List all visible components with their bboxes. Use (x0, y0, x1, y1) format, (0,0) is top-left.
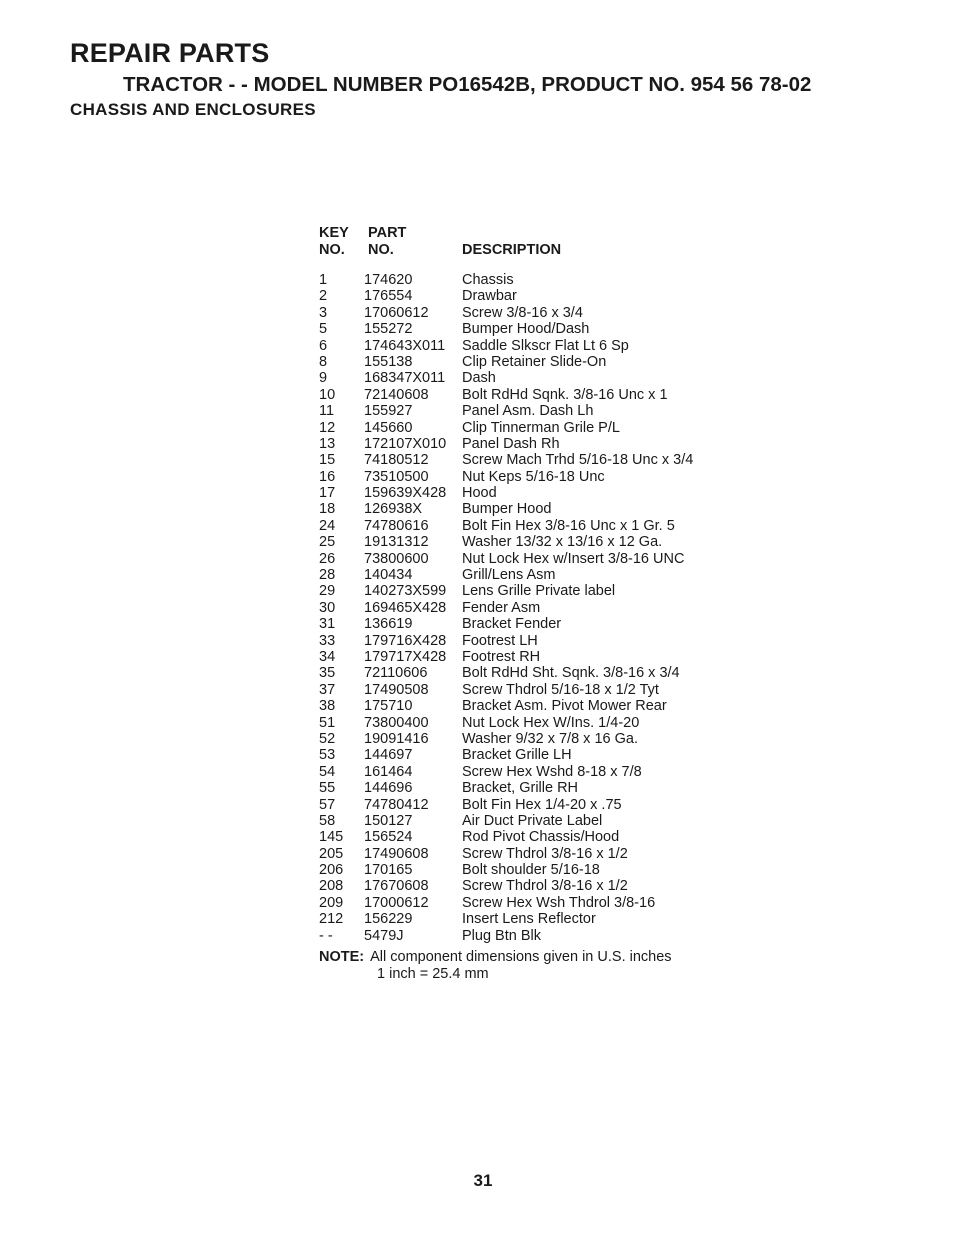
table-row (319, 797, 672, 813)
part-description: Chassis (462, 272, 514, 288)
note-line1: All component dimensions given in U.S. inches (370, 949, 672, 966)
key-no: 35 (319, 665, 336, 682)
part-no: 176554 (364, 288, 413, 305)
table-row (319, 403, 672, 419)
part-no: 140273X599 (364, 583, 447, 600)
part-description: Screw Thdrol 3/8-16 x 1/2 (462, 845, 628, 862)
key-no: 15 (319, 452, 336, 469)
part-description: Screw Thdrol 5/16-18 x 1/2 Tyt (462, 681, 659, 698)
table-row (319, 616, 672, 632)
part-description: Bracket Fender (462, 616, 562, 633)
table-row (319, 338, 672, 354)
part-no: 155272 (364, 321, 413, 338)
key-no: 18 (319, 501, 336, 518)
part-description: Grill/Lens Asm (462, 567, 556, 584)
part-no: 74780616 (364, 517, 429, 534)
table-row (319, 583, 672, 599)
part-description: Clip Tinnerman Grile P/L (462, 419, 620, 436)
part-no: 174643X011 (364, 337, 446, 354)
table-row (319, 895, 672, 911)
table-row (319, 370, 672, 386)
part-no: 72110606 (364, 665, 428, 682)
parts-rows (319, 272, 694, 944)
table-row (319, 600, 672, 616)
key-no: 28 (319, 567, 336, 584)
key-no: 24 (319, 517, 336, 534)
table-row (319, 321, 672, 337)
part-description: Dash (462, 370, 496, 387)
part-description: Air Duct Private Label (462, 812, 603, 829)
table-row (319, 829, 672, 845)
part-description: Bolt Fin Hex 3/8-16 Unc x 1 Gr. 5 (462, 517, 675, 534)
part-no: 172107X010 (364, 435, 447, 452)
table-row (319, 731, 672, 747)
part-no: 140434 (364, 567, 413, 584)
table-row (319, 387, 672, 403)
part-description: Bumper Hood (462, 501, 552, 518)
table-row (319, 550, 685, 567)
part-no: 175710 (364, 698, 413, 715)
part-no: 17060612 (364, 304, 429, 321)
key-no: 12 (319, 419, 336, 436)
table-row (319, 436, 672, 452)
note-label: NOTE: (319, 949, 365, 966)
part-no: 150127 (364, 812, 413, 829)
table-row (319, 813, 672, 829)
part-no: 156524 (364, 829, 413, 846)
key-no: 53 (319, 747, 336, 764)
key-no: 58 (319, 812, 336, 829)
part-no: 145660 (364, 419, 413, 436)
section-title: CHASSIS AND ENCLOSURES (70, 100, 316, 119)
part-description: Panel Asm. Dash Lh (462, 403, 594, 420)
part-description: Fender Asm (462, 599, 541, 616)
key-no: 1 (319, 272, 328, 288)
part-description: Plug Btn Blk (462, 927, 541, 944)
part-no: 74180512 (364, 452, 429, 469)
table-row (319, 534, 672, 550)
part-description: Hood (462, 485, 497, 502)
parts-table (319, 225, 694, 982)
key-no: 51 (319, 714, 336, 731)
part-no: 126938X (364, 501, 423, 518)
part-description: Bracket Asm. Pivot Mower Rear (462, 698, 667, 715)
part-description: Nut Lock Hex w/Insert 3/8-16 UNC (462, 550, 685, 567)
part-no: 144696 (364, 780, 413, 797)
part-description: Footrest RH (462, 648, 541, 665)
table-row (319, 846, 672, 862)
part-no: 179716X428 (364, 632, 447, 649)
part-no: 73800600 (364, 550, 429, 567)
part-description: Bracket, Grille RH (462, 780, 579, 797)
key-header-line1: KEY (319, 225, 349, 241)
part-description: Bolt RdHd Sht. Sqnk. 3/8-16 x 3/4 (462, 665, 680, 682)
part-no: 170165 (364, 862, 413, 879)
table-row (319, 501, 672, 517)
key-no: 13 (319, 435, 336, 452)
part-description: Screw Hex Wsh Thdrol 3/8-16 (462, 894, 656, 911)
part-description: Screw Mach Trhd 5/16-18 Unc x 3/4 (462, 452, 694, 469)
part-description: Clip Retainer Slide-On (462, 353, 607, 370)
part-no: 144697 (364, 747, 413, 764)
key-no: 11 (319, 403, 335, 420)
table-row (319, 649, 672, 665)
table-row (319, 272, 672, 288)
table-row (319, 682, 672, 698)
part-no: 17000612 (364, 894, 429, 911)
table-row (319, 715, 672, 731)
key-no: 16 (319, 468, 336, 485)
part-description: Lens Grille Private label (462, 583, 616, 600)
key-no: 209 (319, 894, 344, 911)
note-line2: 1 inch = 25.4 mm (377, 965, 489, 982)
page-title: REPAIR PARTS (70, 38, 270, 68)
key-no: 208 (319, 878, 344, 895)
dimensions-note (319, 949, 672, 982)
table-row (319, 469, 672, 485)
key-no: - - (319, 927, 333, 944)
key-no: 30 (319, 599, 336, 616)
key-no: 31 (319, 616, 336, 633)
table-row (319, 288, 672, 304)
part-no: 168347X011 (364, 370, 446, 387)
table-row (319, 911, 672, 927)
part-description: Panel Dash Rh (462, 435, 560, 452)
key-no: 37 (319, 681, 336, 698)
part-description: Rod Pivot Chassis/Hood (462, 829, 620, 846)
table-row (319, 665, 680, 682)
part-description: Washer 13/32 x 13/16 x 12 Ga. (462, 534, 663, 551)
table-row (319, 698, 672, 714)
key-no: 212 (319, 911, 344, 928)
key-no: 57 (319, 796, 336, 813)
key-no: 29 (319, 583, 336, 600)
part-no: 155927 (364, 403, 413, 420)
key-no: 3 (319, 304, 328, 321)
part-no: 72140608 (364, 386, 429, 403)
table-row (319, 420, 672, 436)
part-no: 17670608 (364, 878, 429, 895)
part-no: 74780412 (364, 796, 429, 813)
key-no: 5 (319, 321, 328, 338)
part-description: Nut Keps 5/16-18 Unc (462, 468, 605, 485)
part-no: 5479J (364, 927, 404, 944)
part-description: Bolt Fin Hex 1/4-20 x .75 (462, 796, 622, 813)
key-no: 145 (319, 829, 344, 846)
key-no: 52 (319, 730, 336, 747)
part-no: 19131312 (364, 534, 429, 551)
key-no: 54 (319, 763, 336, 780)
table-row (319, 452, 694, 469)
table-row (319, 567, 672, 583)
part-no: 73510500 (364, 468, 429, 485)
part-header-line1: PART (368, 225, 407, 241)
key-no: 10 (319, 386, 336, 403)
table-row (319, 747, 672, 763)
part-description: Screw Hex Wshd 8-18 x 7/8 (462, 763, 642, 780)
part-description: Screw 3/8-16 x 3/4 (462, 304, 583, 321)
key-no: 205 (319, 845, 344, 862)
part-description: Footrest LH (462, 632, 538, 649)
key-no: 33 (319, 632, 336, 649)
part-description: Bolt RdHd Sqnk. 3/8-16 Unc x 1 (462, 386, 668, 403)
model-subtitle: TRACTOR - - MODEL NUMBER PO16542B, PRODUCT NO. 954 56 78-02 (123, 73, 812, 96)
table-row (319, 305, 672, 321)
key-no: 25 (319, 534, 336, 551)
part-no: 169465X428 (364, 599, 447, 616)
key-header-line2: NO. (319, 242, 345, 258)
key-no: 34 (319, 648, 336, 665)
part-no: 156229 (364, 911, 413, 928)
key-no: 6 (319, 337, 328, 354)
part-no: 73800400 (364, 714, 429, 731)
table-row (319, 780, 672, 796)
part-no: 136619 (364, 616, 413, 633)
part-description: Drawbar (462, 288, 517, 305)
part-description: Nut Lock Hex W/Ins. 1/4-20 (462, 714, 640, 731)
key-no: 206 (319, 862, 344, 879)
table-row (319, 517, 675, 534)
part-no: 159639X428 (364, 485, 447, 502)
table-row (319, 764, 672, 780)
table-row (319, 485, 672, 501)
part-description: Saddle Slkscr Flat Lt 6 Sp (462, 337, 629, 354)
key-no: 2 (319, 288, 328, 305)
part-no: 17490508 (364, 681, 429, 698)
key-no: 38 (319, 698, 336, 715)
part-no: 19091416 (364, 730, 429, 747)
table-row (319, 633, 672, 649)
table-row (319, 862, 672, 878)
part-description: Bolt shoulder 5/16-18 (462, 862, 600, 879)
key-no: 8 (319, 353, 328, 370)
part-no: 179717X428 (364, 648, 447, 665)
part-no: 174620 (364, 272, 413, 288)
part-no: 155138 (364, 353, 413, 370)
page-number: 31 (473, 1171, 493, 1190)
part-description: Screw Thdrol 3/8-16 x 1/2 (462, 878, 628, 895)
table-row (319, 354, 672, 370)
key-no: 55 (319, 780, 336, 797)
description-header: DESCRIPTION (462, 242, 562, 258)
part-header-line2: NO. (368, 242, 394, 258)
part-description: Bracket Grille LH (462, 747, 572, 764)
parts-table-header (319, 225, 672, 261)
part-no: 17490608 (364, 845, 429, 862)
part-no: 161464 (364, 763, 413, 780)
key-no: 26 (319, 550, 336, 567)
key-no: 9 (319, 370, 328, 387)
part-description: Washer 9/32 x 7/8 x 16 Ga. (462, 730, 638, 747)
part-description: Bumper Hood/Dash (462, 321, 590, 338)
table-row (319, 928, 672, 944)
table-row (319, 878, 672, 894)
part-description: Insert Lens Reflector (462, 911, 596, 928)
key-no: 17 (319, 485, 336, 502)
